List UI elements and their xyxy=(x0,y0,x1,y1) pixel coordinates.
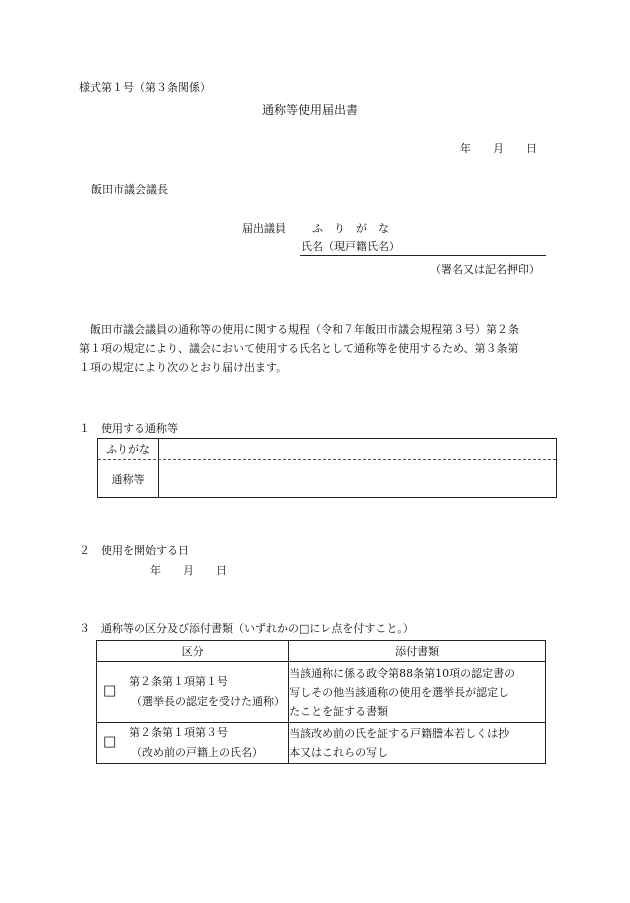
table-row xyxy=(97,662,546,723)
nickname-table xyxy=(97,438,557,498)
category-cell xyxy=(97,662,289,723)
body-line: １項の規定により次のとおり届け出ます。 xyxy=(79,361,288,374)
document-line: 当該通称に係る政令第88条第10項の認定書の xyxy=(289,666,516,680)
nickname-label: 通称等 xyxy=(111,473,145,486)
seal-note: （署名又は記名押印） xyxy=(430,263,540,276)
category-description: （選挙長の認定を受けた通称） xyxy=(131,695,285,708)
start-date: 年 月 日 xyxy=(150,564,227,577)
signature-line xyxy=(300,255,546,256)
table-divider xyxy=(158,439,159,497)
document-line: 写しその他当該通称の使用を選挙長が認定し xyxy=(289,685,510,699)
table-row xyxy=(97,723,546,764)
checkbox-icon[interactable]: ☐ xyxy=(103,733,117,752)
section3-heading: ３ 通称等の区分及び添付書類（いずれかの□にレ点を付すこと。） xyxy=(79,622,414,635)
submission-date: 年 月 日 xyxy=(460,142,537,155)
documents-cell xyxy=(289,723,546,764)
document-line: 本又はこれらの写し xyxy=(289,746,389,759)
body-line: 第１項の規定により、議会において使用する氏名として通称等を使用するため、第３条第 xyxy=(79,342,519,355)
category-column-header: 区分 xyxy=(97,641,289,662)
nickname-furigana-label: ふりがな xyxy=(106,443,150,456)
category-article: 第２条第１項第１号 xyxy=(129,675,228,688)
category-cell xyxy=(97,723,289,764)
checkbox-icon[interactable]: ☐ xyxy=(103,682,117,701)
dashed-divider xyxy=(98,459,556,460)
body-paragraph xyxy=(79,320,559,377)
furigana-label: ふ り が な xyxy=(312,222,389,235)
form-number: 様式第１号（第３条関係） xyxy=(79,81,211,94)
category-description: （改め前の戸籍上の氏名） xyxy=(131,746,263,759)
section2-heading: ２ 使用を開始する日 xyxy=(79,544,189,557)
document-line: たことを証する書類 xyxy=(289,704,389,718)
nickname-field[interactable] xyxy=(160,463,554,495)
addressee: 飯田市議会議長 xyxy=(91,183,168,196)
document-title: 通称等使用届出書 xyxy=(262,103,359,117)
table-header-row xyxy=(97,641,546,662)
category-table xyxy=(96,640,546,764)
category-article: 第２条第１項第３号 xyxy=(129,726,228,739)
submitter-label: 届出議員 xyxy=(242,222,286,235)
documents-column-header: 添付書類 xyxy=(289,641,546,662)
name-label: 氏名（現戸籍氏名） xyxy=(301,240,400,253)
body-line: 飯田市議会議員の通称等の使用に関する規程（令和７年飯田市議会規程第３号）第２条 xyxy=(90,323,519,336)
section1-heading: １ 使用する通称等 xyxy=(79,422,178,435)
documents-cell xyxy=(289,662,546,723)
document-line: 当該改め前の氏を証する戸籍謄本若しくは抄 xyxy=(289,727,510,740)
nickname-furigana-field[interactable] xyxy=(160,441,554,457)
